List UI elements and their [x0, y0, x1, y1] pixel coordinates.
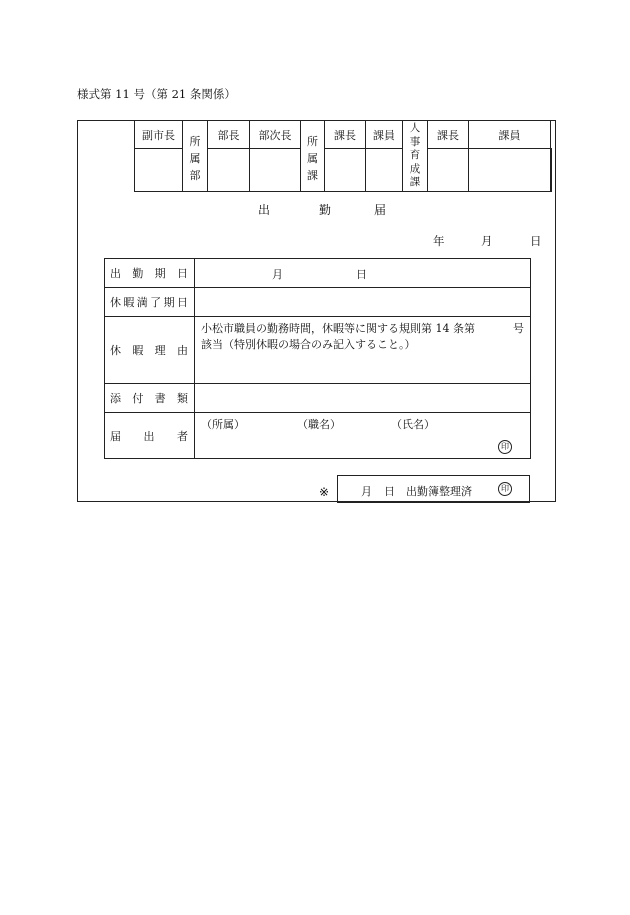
leave-end-label	[105, 288, 195, 317]
approval-header-section-staff: 課員	[366, 121, 403, 149]
label-char: 添	[110, 392, 121, 405]
reason-text-line2: 該当（特別休暇の場合のみ記入すること。）	[201, 338, 416, 351]
approval-header-section-chief: 課長	[325, 121, 366, 149]
seal-box[interactable]	[135, 149, 183, 192]
seal-box[interactable]	[325, 149, 366, 192]
seal-box[interactable]	[551, 149, 552, 192]
label-char: 休	[110, 296, 121, 309]
applicant-name-label: （氏名）	[391, 418, 435, 431]
vertical-label: 所 属 部	[189, 134, 201, 182]
work-date-label	[105, 259, 195, 288]
label-char: 由	[176, 344, 188, 357]
attachments-label	[105, 384, 195, 413]
work-date-month: 月	[272, 268, 283, 281]
seal-box[interactable]	[366, 149, 403, 192]
label-char: 暇	[123, 296, 135, 309]
applicant-position-label: （職名）	[297, 418, 341, 431]
vertical-label: 人 事 育 成 課	[409, 122, 421, 189]
registry-text: 出勤簿整理済	[406, 485, 472, 498]
applicant-field[interactable]	[195, 413, 531, 459]
leave-end-field[interactable]	[195, 288, 531, 317]
application-table	[104, 258, 531, 459]
reason-text-line1: 小松市職員の勤務時間，休暇等に関する規則第 14 条第	[201, 322, 475, 335]
applicant-label	[105, 413, 195, 459]
registry-day: 日	[384, 485, 395, 498]
seal-icon: 印	[498, 482, 512, 496]
label-char: 出	[110, 267, 121, 280]
label-char: 者	[177, 429, 188, 443]
label-char: 日	[176, 267, 188, 280]
label-char: 付	[132, 392, 144, 405]
date-month-label: 月	[481, 234, 493, 248]
seal-box[interactable]	[250, 149, 301, 192]
label-char: 類	[176, 392, 188, 405]
vertical-label: 所 属 課	[307, 134, 318, 182]
approval-header-hr-staff: 課員	[469, 121, 551, 149]
registry-month: 月	[361, 485, 372, 498]
label-char: 出	[143, 429, 155, 443]
reason-field[interactable]	[195, 317, 531, 384]
approval-header-section	[301, 121, 325, 192]
label-char: 理	[154, 344, 166, 357]
approval-seal-table	[134, 120, 552, 192]
label-char: 書	[154, 392, 166, 405]
approval-header-hr	[403, 121, 428, 192]
document-title: 出 勤 届	[258, 203, 387, 217]
note-mark: ※	[319, 485, 330, 499]
label-char: 期	[154, 267, 166, 280]
work-date-day: 日	[356, 268, 367, 281]
registry-box	[337, 475, 530, 503]
label-char: 期	[163, 296, 175, 309]
label-char: 暇	[132, 344, 144, 357]
label-char: 日	[176, 296, 188, 309]
approval-header-deputy-director: 部次長	[250, 121, 301, 149]
seal-icon: 印	[498, 440, 512, 454]
approval-header-director: 部長	[208, 121, 250, 149]
label-char: 満	[136, 296, 148, 309]
seal-box[interactable]	[428, 149, 469, 192]
date-year-label: 年	[433, 234, 445, 248]
form-number: 様式第 11 号（第 21 条関係）	[77, 87, 236, 101]
reason-number-suffix: 号	[513, 322, 524, 335]
label-char: 了	[150, 296, 162, 309]
seal-box[interactable]	[469, 149, 551, 192]
label-char: 勤	[132, 267, 144, 280]
attachments-field[interactable]	[195, 384, 531, 413]
seal-box[interactable]	[208, 149, 250, 192]
work-date-field[interactable]	[195, 259, 531, 288]
approval-header-hr-chief: 課長	[428, 121, 469, 149]
label-char: 休	[110, 344, 121, 357]
approval-header-dept	[183, 121, 208, 192]
approval-header-vice-mayor: 副市長	[135, 121, 183, 149]
reason-label	[105, 317, 195, 384]
label-char: 届	[110, 429, 121, 443]
applicant-dept-label: （所属）	[201, 418, 245, 431]
date-day-label: 日	[530, 234, 542, 248]
